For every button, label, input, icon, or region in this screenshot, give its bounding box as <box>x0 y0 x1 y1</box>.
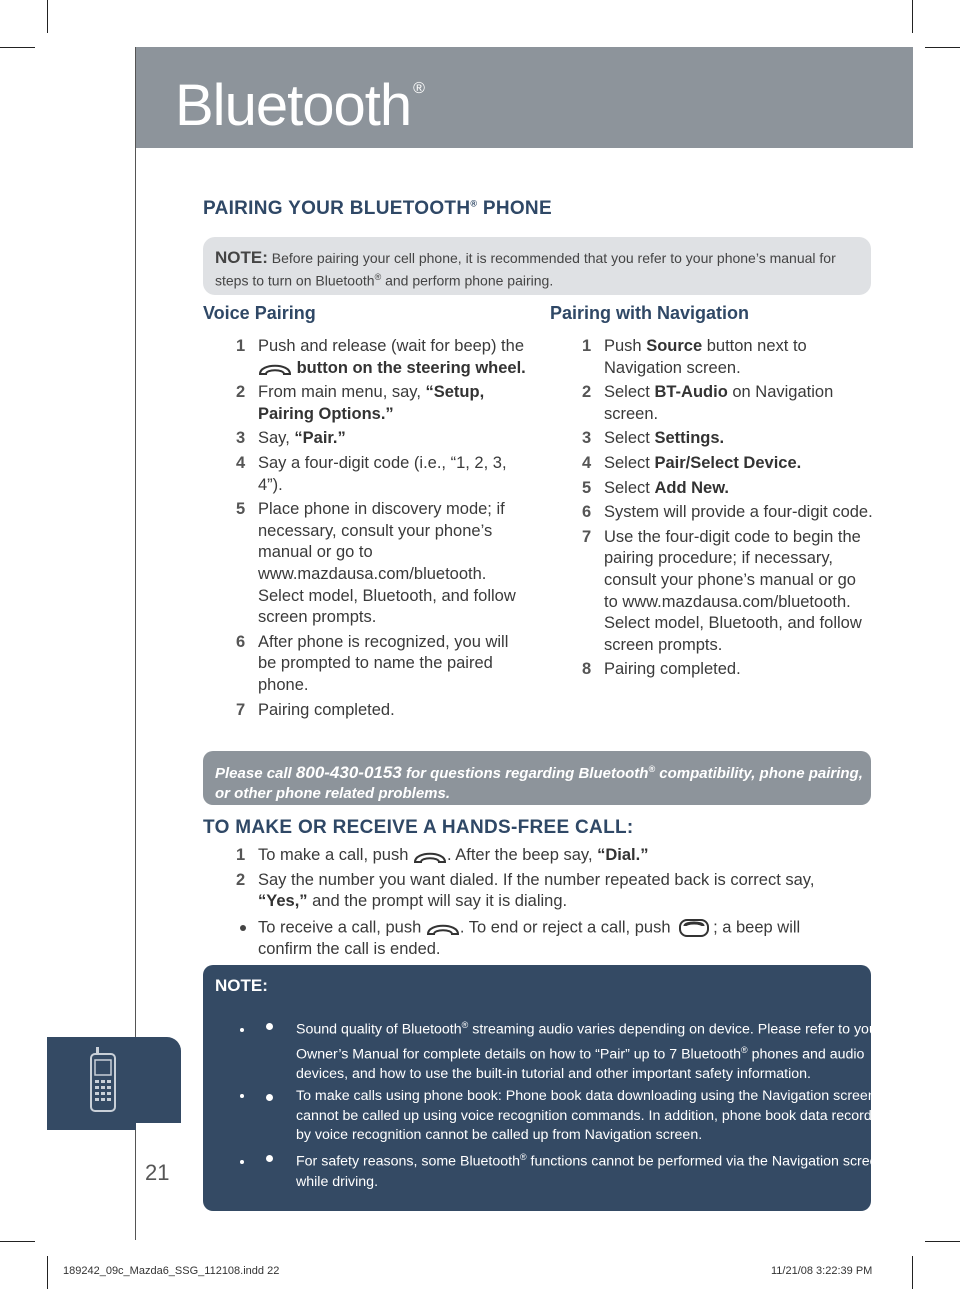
talk-button-icon <box>258 359 292 377</box>
footer-timestamp: 11/21/08 3:22:39 PM <box>771 1265 873 1277</box>
list-item: 4 Select Pair/Select Device. <box>582 453 802 472</box>
list-item: • Sound quality of Bluetooth® streaming audio varies depending on device. Please refer to your Owner’s Manual for complete details on how to “Pair” up to 7 Bluetooth® phones and audio devices, and how to use the built-in tutorial and other important safety information. <box>255 1016 895 1085</box>
bullet-dot <box>266 1155 273 1162</box>
crop-mark <box>912 0 913 33</box>
list-item: 8 Pairing completed. <box>582 660 741 679</box>
list-item: 2 From main menu, say, “Setup, Pairing Options.” <box>236 383 485 423</box>
bullet-dot <box>266 1094 273 1101</box>
nav-pairing-steps <box>582 336 874 684</box>
section-tab-strip <box>47 1123 136 1130</box>
page-title: Bluetooth ® <box>175 73 424 138</box>
section-heading-hands-free: TO MAKE OR RECEIVE A HANDS-FREE CALL: <box>203 817 634 838</box>
crop-mark <box>925 1241 960 1242</box>
footer-file-name: 189242_09c_Mazda6_SSG_112108.indd 22 <box>63 1265 280 1277</box>
note-bottom-title: NOTE: <box>215 976 268 995</box>
list-item: • For safety reasons, some Bluetooth® functions cannot be performed via the Navigation screen while driving. <box>255 1148 895 1192</box>
section-tab <box>47 1037 181 1123</box>
voice-pairing-heading: Voice Pairing <box>203 303 316 323</box>
bullet-dot <box>240 925 246 931</box>
list-item: 5 Place phone in discovery mode; if necessary, consult your phone’s manual or go to www.mazdausa.com/bluetooth. Select model, Bluetooth, and follow screen prompts. <box>236 500 516 627</box>
list-item: 1 To make a call, push . After the beep say, “Dial.” <box>236 846 649 864</box>
list-item: 7 Pairing completed. <box>236 700 395 719</box>
cell-phone-icon <box>89 1047 117 1113</box>
note-bottom-list <box>215 1016 895 1195</box>
note-label: NOTE: <box>215 248 268 267</box>
list-item: 5 Select Add New. <box>582 478 730 497</box>
crop-mark <box>47 1256 48 1289</box>
talk-button-icon <box>413 847 447 865</box>
hands-free-steps <box>236 845 856 960</box>
crop-mark <box>47 0 48 33</box>
voice-pairing-steps <box>236 336 528 724</box>
list-item: 6 System will provide a four-digit code. <box>582 503 873 522</box>
crop-mark <box>0 1241 35 1242</box>
crop-mark <box>925 47 960 48</box>
list-item: 1 Push Source button next to Navigation screen. <box>582 337 807 377</box>
list-item: 2 Select BT-Audio on Navigation screen. <box>582 383 834 423</box>
note-text: NOTE: Before pairing your cell phone, it is recommended that you refer to your phone’s manual for steps to turn on Bluetooth® and perform phone pairing. <box>215 248 836 289</box>
support-callout-text: Please call 800-430-0153 for questions regarding Bluetooth® compatibility, phone pairing, or other phone related problems. <box>215 763 863 802</box>
bullet-dot <box>266 1023 273 1030</box>
page-number: 21 <box>145 1160 170 1185</box>
section-heading-pairing: PAIRING YOUR BLUETOOTH® PHONE <box>203 198 552 219</box>
list-item: 2 Say the number you want dialed. If the number repeated back is correct say, “Yes,” and the prompt will say it is dialing. <box>236 870 815 911</box>
list-item: 4 Say a four-digit code (i.e., “1, 2, 3, 4”). <box>236 453 507 494</box>
list-item: 7 Use the four-digit code to begin the pairing procedure; if necessary, consult your phone’s manual or go to www.mazdausa.com/bluetooth. Select model, Bluetooth, and follow screen prompts. <box>582 527 862 654</box>
hang-up-button-icon <box>675 917 713 939</box>
crop-mark <box>912 1256 913 1289</box>
list-item: 3 Select Settings. <box>582 429 725 448</box>
list-item: To receive a call, push . To end or reject a call, push ; a beep will confirm the call is ended. <box>236 917 856 961</box>
list-item: 6 After phone is recognized, you will be prompted to name the paired phone. <box>236 632 509 694</box>
list-item: 3 Say, “Pair.” <box>236 429 346 448</box>
crop-mark <box>0 47 35 48</box>
support-phone-number: 800-430-0153 <box>295 763 402 782</box>
list-item: 1 Push and release (wait for beep) the button on the steering wheel. <box>236 337 526 377</box>
talk-button-icon <box>426 919 460 937</box>
list-item: • To make calls using phone book: Phone book data downloading using the Navigation screen cannot be called up using voice recognition commands. In addition, phone book data recorded by voice recognition cannot be called up from Navigation screen. <box>255 1087 895 1146</box>
nav-pairing-heading: Pairing with Navigation <box>550 303 750 323</box>
